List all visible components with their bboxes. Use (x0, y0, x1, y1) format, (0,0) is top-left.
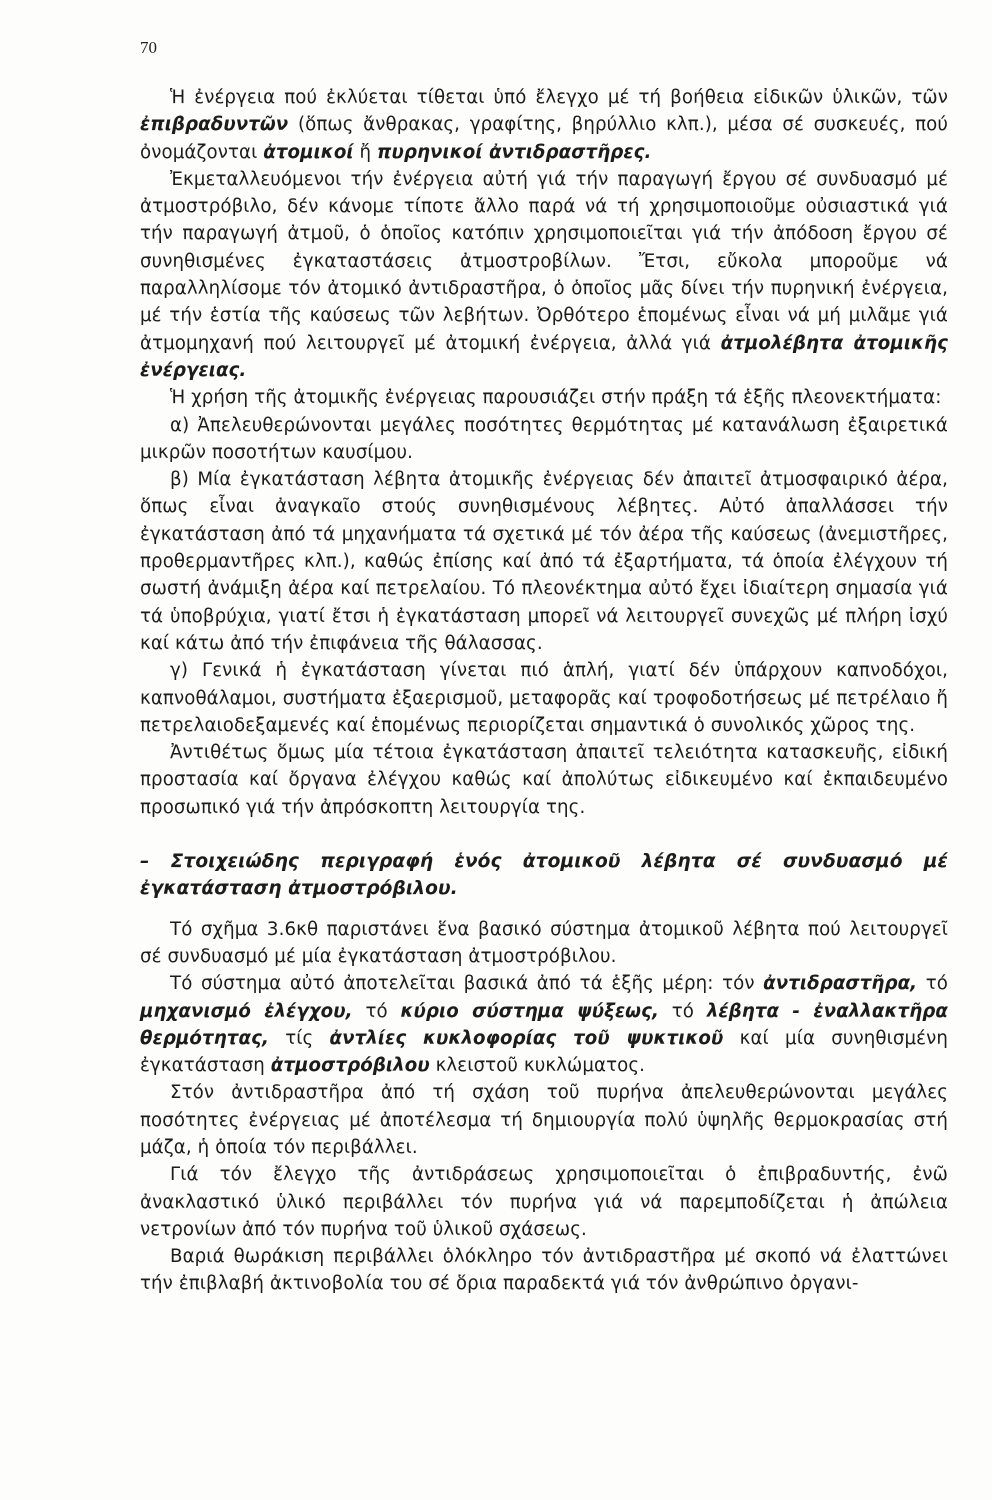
paragraph-2 (140, 166, 948, 384)
text-run: Τό σύστημα αὐτό ἀποτελεῖται βασικά ἀπό τά ἑξῆς μέρη: τόν (170, 973, 764, 995)
term-cooling-system: κύριο σύστημα ψύξεως, (400, 1000, 659, 1022)
text-run: τό (917, 973, 948, 995)
paragraph-shielding: Βαριά θωράκιση περιβάλλει ὁλόκληρο τόν ἀντιδραστῆρα μέ σκοπό νά ἐλαττώνει τήν ἐπιβλαβή ἀκτινοβολία του σέ ὅρια παραδεκτά γιά τόν ἀνθρώπινο ὀργανι- (140, 1246, 948, 1295)
text-run: Ἐκμεταλλευόμενοι τήν ἐνέργεια αὐτή γιά τήν παραγωγή ἔργου σέ συνδυασμό μέ ἀτμοστρόβιλο, δέν κάνομε τίποτε ἄλλο παρά νά τή χρησιμοποιοῦμε οὐσιαστικά γιά τήν παραγωγή ἀτμοῦ, ὁ ὁποῖος κατόπιν χρησιμοποιεῖται γιά τήν ἀπόδοση ἔργου σέ συνηθισμένες ἐγκαταστάσεις ἀτμοστροβίλων. Ἔτσι, εὔκολα μποροῦμε νά παραλληλίσομε τόν ἀτομικό ἀντιδραστῆρα, ὁ ὁποῖος μᾶς δίνει τήν πυρηνική ἐνέργεια, μέ τήν ἑστία τῆς καύσεως τῶν λεβήτων. Ὀρθότερο ἑπομένως εἶναι νά μή μιλᾶμε γιά ἀτμομηχανή πού λειτουργεῖ μέ ἀτομική ἐνέργεια, ἀλλά γιά (140, 168, 948, 354)
paragraph-figure-ref: Τό σχῆμα 3.6κθ παριστάνει ἕνα βασικό σύστημα ἀτομικοῦ λέβητα πού λειτουργεῖ σέ συνδυασμό μέ μία ἐγκατάσταση ἀτμοστρόβιλου. (140, 918, 948, 967)
paragraph-disadvantages: Ἀντιθέτως ὅμως μία τέτοια ἐγκατάσταση ἀπαιτεῖ τελειότητα κατασκευῆς, εἰδική προστασία καί ὄργανα ἐλέγχου καθώς καί ἀπολύτως εἰδικευμένο καί ἐκπαιδευμένο προσωπικό γιά τήν ἀπρόσκοπτη λειτουργία της. (140, 742, 948, 818)
text-run: κλειστοῦ κυκλώματος. (429, 1055, 646, 1077)
term-atomic-boiler: ἀτμολέβητα ἀτομικῆς ἐνέργειας. (140, 332, 948, 381)
body-text (140, 84, 948, 1298)
text-run: ἤ (353, 141, 377, 163)
term-moderators: ἐπιβραδυντῶν (140, 114, 289, 136)
term-coolant-pumps: ἀντλίες κυκλοφορίας τοῦ ψυκτικοῦ (329, 1027, 724, 1049)
term-heat-exchanger: λέβητα - ἐναλλακτῆρα θερμότητας, (140, 1000, 949, 1049)
paragraph-3: Ἡ χρήση τῆς ἀτομικῆς ἐνέργειας παρουσιάζει στήν πράξη τά ἑξῆς πλεονεκτήματα: (170, 387, 942, 409)
text-run: (ὅπως ἄνθρακας, γραφίτης, βηρύλλιο κλπ.), μέσα σέ συσκευές, πού ὀνομάζονται (140, 114, 948, 163)
text-run: τό (352, 1000, 401, 1022)
term-atomic: ἀτομικοί (263, 141, 354, 163)
paragraph-fission: Στόν ἀντιδραστῆρα ἀπό τή σχάση τοῦ πυρήνα ἀπελευθερώνονται μεγάλες ποσότητες ἐνέργειας μέ ἀποτέλεσμα τή δημιουργία πολύ ὑψηλῆς θερμοκρασίας στή μάζα, ἡ ὁποία τόν περιβάλλει. (140, 1082, 948, 1158)
section-heading: – Στοιχειώδης περιγραφή ἑνός ἀτομικοῦ λέβητα σέ συνδυασμό μέ ἐγκατάσταση ἀτμοστρόβιλου. (140, 851, 948, 900)
paragraph-moderator: Γιά τόν ἔλεγχο τῆς ἀντιδράσεως χρησιμοποιεῖται ὁ ἐπιβραδυντής, ἐνῶ ἀνακλαστικό ὑλικό περιβάλλει τόν πυρήνα γιά νά παρεμποδίζεται ἡ ἀπώλεια νετρονίων ἀπό τόν πυρήνα τοῦ ὑλικοῦ σχάσεως. (140, 1164, 948, 1240)
page-number: 70 (140, 38, 157, 57)
advantage-b: β) Μία ἐγκατάσταση λέβητα ἀτομικῆς ἐνέργειας δέν ἀπαιτεῖ ἀτμοσφαιρικό ἀέρα, ὅπως εἶναι ἀναγκαῖο στούς συνηθισμένους λέβητες. Αὐτό ἀπαλλάσσει τήν ἐγκατάσταση ἀπό τά μηχανήματα τά σχετικά μέ τόν ἀέρα τῆς καύσεως (ἀνεμιστῆρες, προθερμαντῆρες κλπ.), καθώς ἐπίσης καί ἀπό τά ἐξαρτήματα, τά ὁποία ἐλέγχουν τή σωστή ἀνάμιξη ἀέρα καί πετρελαίου. Τό πλεονέκτημα αὐτό ἔχει ἰδιαίτερη σημασία γιά τά ὑποβρύχια, γιατί ἔτσι ἡ ἐγκατάσταση μπορεῖ νά λειτουργεῖ συνεχῶς μέ πλήρη ἰσχύ καί κάτω ἀπό τήν ἐπιφάνεια τῆς θάλασσας. (140, 469, 948, 654)
text-run: τίς (268, 1027, 330, 1049)
term-steam-turbine: ἀτμοστρόβιλου (270, 1055, 430, 1077)
advantage-c: γ) Γενικά ἡ ἐγκατάσταση γίνεται πιό ἁπλή, γιατί δέν ὑπάρχουν καπνοδόχοι, καπνοθάλαμοι, συστήματα ἐξαερισμοῦ, μεταφορᾶς καί τροφοδοτήσεως μέ πετρέλαιο ἤ πετρελαιοδεξαμενές καί ἑπομένως περιορίζεται σημαντικά ὁ συνολικός χῶρος της. (140, 660, 948, 736)
text-run: Ἡ ἐνέργεια πού ἐκλύεται τίθεται ὑπό ἔλεγχο μέ τή βοήθεια εἰδικῶν ὑλικῶν, τῶν (170, 87, 948, 108)
text-run: τό (658, 1000, 707, 1022)
paragraph-parts (140, 970, 948, 1079)
text-run: καί μία συνηθισμένη ἐγκατάσταση (140, 1027, 949, 1077)
term-control-mechanism: μηχανισμό ἐλέγχου, (140, 1000, 353, 1022)
advantage-a: α) Ἀπελευθερώνονται μεγάλες ποσότητες θερμότητας μέ κατανάλωση ἐξαιρετικά μικρῶν ποσοτήτων καυσίμου. (140, 414, 948, 463)
paragraph-1 (140, 84, 948, 166)
term-nuclear-reactors: πυρηνικοί ἀντιδραστῆρες. (377, 141, 652, 163)
term-reactor: ἀντιδραστῆρα, (763, 973, 918, 995)
